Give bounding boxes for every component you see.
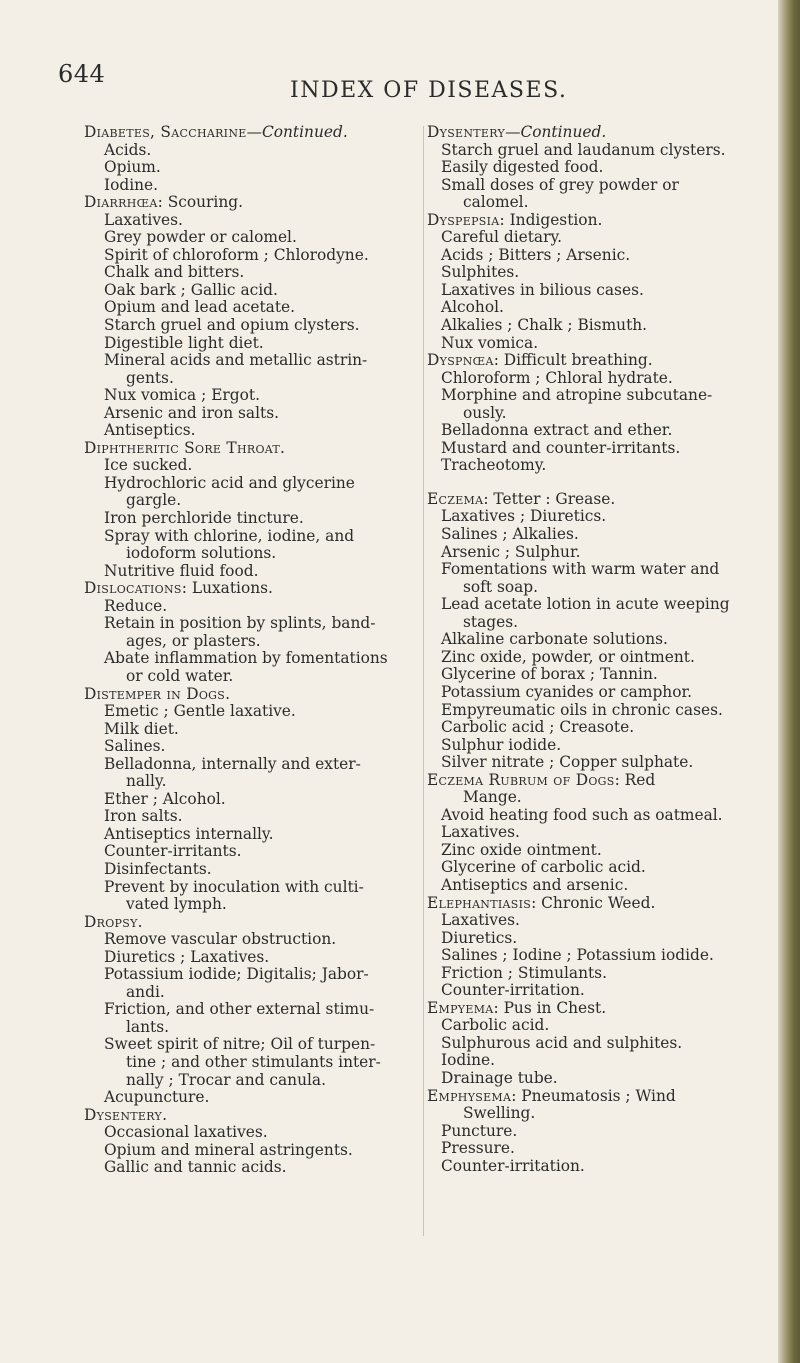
- entry-line: Sulphurous acid and sulphites.: [441, 1033, 683, 1052]
- entry-dropsy: [84, 914, 422, 1107]
- entry-line: Pressure.: [441, 1139, 515, 1158]
- entry-line: Friction, and other external stimu-: [104, 1000, 375, 1019]
- entry-line: soft soap.: [463, 577, 539, 596]
- entry-line: nally.: [126, 772, 167, 791]
- entry-line: Iron perchloride tincture.: [104, 509, 304, 528]
- entry-line: Grey powder or calomel.: [104, 228, 297, 247]
- entry-line: Emetic ; Gentle laxative.: [104, 702, 296, 721]
- entry-line: Fomentations with warm water and: [441, 560, 720, 579]
- entry-line: Laxatives.: [441, 911, 520, 930]
- entry-diabetes: [84, 124, 422, 194]
- entry-distemper: [84, 686, 422, 914]
- entry-line: Carbolic acid.: [441, 1016, 550, 1035]
- entry-line: Remove vascular obstruction.: [104, 930, 337, 949]
- entry-line: Glycerine of borax ; Tannin.: [441, 665, 658, 684]
- entry-line: ages, or plasters.: [126, 631, 261, 650]
- entry-line: Alkaline carbonate solutions.: [441, 630, 668, 649]
- entry-line: Hydrochloric acid and glycerine: [104, 473, 355, 492]
- entry-line: Milk diet.: [104, 719, 179, 738]
- entry-line: Iodine.: [104, 175, 159, 194]
- entry-line: Easily digested food.: [441, 158, 604, 177]
- entry-heading: Diphtheritic Sore Throat.: [84, 438, 286, 457]
- entry-line: Opium and mineral astringents.: [104, 1140, 353, 1159]
- entry-dysentery: [84, 1107, 422, 1177]
- entry-line: Empyreumatic oils in chronic cases.: [441, 700, 723, 719]
- entry-line: Laxatives ; Diuretics.: [441, 507, 607, 526]
- entry-diphtheritic: [84, 440, 422, 580]
- entry-line: Silver nitrate ; Copper sulphate.: [441, 753, 694, 772]
- entry-line: Potassium iodide; Digitalis; Jabor-: [104, 965, 369, 984]
- entry-line: Swelling.: [463, 1104, 536, 1123]
- entry-line: Arsenic ; Sulphur.: [441, 542, 581, 561]
- entry-line: tine ; and other stimulants inter-: [126, 1052, 381, 1071]
- entry-heading: Dyspnœa: Difficult breathing.: [427, 351, 653, 370]
- entry-heading: Dyspepsia: Indigestion.: [427, 210, 603, 229]
- entry-gap: [427, 475, 767, 491]
- entry-diarrhoea: [84, 194, 422, 440]
- entry-line: Zinc oxide, powder, or ointment.: [441, 647, 695, 666]
- entry-line: Salines.: [104, 737, 166, 756]
- entry-line: Starch gruel and laudanum clysters.: [441, 140, 726, 159]
- entry-line: Tracheotomy.: [441, 456, 547, 475]
- entry-heading: Eczema: Tetter : Grease.: [427, 489, 616, 508]
- entry-eczema: [427, 491, 767, 772]
- entry-line: Starch gruel and opium clysters.: [104, 316, 360, 335]
- entry-heading: Dysentery—Continued.: [427, 123, 607, 141]
- entry-line: Avoid heating food such as oatmeal.: [441, 805, 723, 824]
- entry-heading: Dropsy.: [84, 912, 143, 931]
- entry-line: Acids.: [104, 140, 152, 159]
- entry-heading: Distemper in Dogs.: [84, 684, 231, 703]
- entry-line: Iron salts.: [104, 807, 183, 826]
- left-column: [84, 124, 422, 1177]
- entry-heading: Diabetes, Saccharine—Continued.: [84, 123, 348, 141]
- entry-line: Digestible light diet.: [104, 333, 264, 352]
- entry-line: gents.: [126, 368, 174, 387]
- entry-heading: Eczema Rubrum of Dogs: Red: [427, 770, 656, 789]
- entry-line: Glycerine of carbolic acid.: [441, 858, 646, 877]
- entry-line: iodoform solutions.: [126, 544, 277, 563]
- entry-line: Carbolic acid ; Creasote.: [441, 718, 635, 737]
- entry-line: Counter-irritants.: [104, 842, 242, 861]
- entry-dyspepsia: [427, 212, 767, 352]
- entry-line: Spirit of chloroform ; Chlorodyne.: [104, 245, 369, 264]
- entry-line: Laxatives in bilious cases.: [441, 280, 644, 299]
- entry-line: Opium and lead acetate.: [104, 298, 296, 317]
- entry-line: Nux vomica.: [441, 333, 539, 352]
- entry-line: Diuretics ; Laxatives.: [104, 947, 270, 966]
- entry-line: Counter-irritation.: [441, 1156, 585, 1175]
- entry-line: Mineral acids and metallic astrin-: [104, 351, 368, 370]
- entry-line: nally ; Trocar and canula.: [126, 1070, 326, 1089]
- entry-line: stages.: [463, 612, 519, 631]
- entry-line: gargle.: [126, 491, 182, 510]
- entry-line: Belladonna extract and ether.: [441, 421, 673, 440]
- entry-line: Laxatives.: [441, 823, 520, 842]
- entry-line: Sulphites.: [441, 263, 520, 282]
- entry-line: Laxatives.: [104, 210, 183, 229]
- entry-heading: Emphysema: Pneumatosis ; Wind: [427, 1086, 676, 1105]
- entry-line: Sulphur iodide.: [441, 735, 562, 754]
- entry-line: Morphine and atropine subcutane-: [441, 386, 713, 405]
- entry-line: Alkalies ; Chalk ; Bismuth.: [441, 316, 648, 335]
- entry-line: Nux vomica ; Ergot.: [104, 386, 260, 405]
- page-edge: [778, 0, 800, 1363]
- entry-line: Zinc oxide ointment.: [441, 840, 602, 859]
- entry-line: Alcohol.: [441, 298, 504, 317]
- entry-line: Drainage tube.: [441, 1068, 558, 1087]
- entry-line: Puncture.: [441, 1121, 518, 1140]
- running-head: INDEX OF DISEASES.: [290, 78, 568, 103]
- entry-line: Occasional laxatives.: [104, 1123, 268, 1142]
- entry-line: Retain in position by splints, band-: [104, 614, 376, 633]
- entry-emphysema: [427, 1088, 767, 1176]
- entry-line: Acids ; Bitters ; Arsenic.: [441, 245, 631, 264]
- entry-line: Careful dietary.: [441, 228, 562, 247]
- entry-elephantiasis: [427, 895, 767, 1000]
- entry-line: andi.: [126, 982, 165, 1001]
- entry-dislocations: [84, 580, 422, 685]
- entry-line: Abate inflammation by fomentations: [104, 649, 388, 668]
- entry-line: Gallic and tannic acids.: [104, 1158, 287, 1177]
- entry-line: Potassium cyanides or camphor.: [441, 682, 693, 701]
- entry-line: or cold water.: [126, 666, 234, 685]
- entry-heading: Dislocations: Luxations.: [84, 579, 273, 598]
- entry-heading: Dysentery.: [84, 1105, 168, 1124]
- entry-eczema-rubrum: [427, 772, 767, 895]
- entry-empyema: [427, 1000, 767, 1088]
- entry-line: Counter-irritation.: [441, 981, 585, 1000]
- entry-line: Small doses of grey powder or: [441, 175, 679, 194]
- entry-line: Antiseptics internally.: [104, 824, 274, 843]
- entry-line: Reduce.: [104, 596, 168, 615]
- column-divider: [423, 126, 424, 1236]
- entry-dysentery-continued: [427, 124, 767, 212]
- entry-line: Nutritive fluid food.: [104, 561, 259, 580]
- entry-line: Friction ; Stimulants.: [441, 963, 607, 982]
- entry-line: Salines ; Alkalies.: [441, 525, 579, 544]
- entry-line: Ice sucked.: [104, 456, 193, 475]
- entry-heading: Elephantiasis: Chronic Weed.: [427, 893, 656, 912]
- entry-line: Oak bark ; Gallic acid.: [104, 280, 278, 299]
- entry-line: Antiseptics.: [104, 421, 196, 440]
- entry-line: Disinfectants.: [104, 859, 212, 878]
- entry-line: Iodine.: [441, 1051, 496, 1070]
- entry-line: Ether ; Alcohol.: [104, 789, 226, 808]
- entry-dyspnoea: [427, 352, 767, 475]
- entry-line: Lead acetate lotion in acute weeping: [441, 595, 730, 614]
- entry-line: Salines ; Iodine ; Potassium iodide.: [441, 946, 714, 965]
- entry-line: Arsenic and iron salts.: [104, 403, 279, 422]
- entry-line: Belladonna, internally and exter-: [104, 754, 361, 773]
- entry-line: Mustard and counter-irritants.: [441, 438, 681, 457]
- entry-line: ously.: [463, 403, 507, 422]
- entry-line: Chloroform ; Chloral hydrate.: [441, 368, 673, 387]
- entry-line: Antiseptics and arsenic.: [441, 875, 629, 894]
- entry-line: Opium.: [104, 158, 161, 177]
- entry-heading: Diarrhœa: Scouring.: [84, 193, 243, 212]
- entry-heading: Empyema: Pus in Chest.: [427, 998, 607, 1017]
- entry-line: Chalk and bitters.: [104, 263, 245, 282]
- entry-line: lants.: [126, 1017, 169, 1036]
- page-number: 644: [58, 60, 106, 88]
- entry-line: Mange.: [463, 788, 522, 807]
- entry-line: Spray with chlorine, iodine, and: [104, 526, 355, 545]
- entry-line: Acupuncture.: [104, 1088, 210, 1107]
- entry-line: vated lymph.: [126, 895, 227, 914]
- entry-line: Sweet spirit of nitre; Oil of turpen-: [104, 1035, 376, 1054]
- right-column: [427, 124, 767, 1175]
- entry-line: Diuretics.: [441, 928, 518, 947]
- entry-line: calomel.: [463, 193, 529, 212]
- entry-line: Prevent by inoculation with culti-: [104, 877, 364, 896]
